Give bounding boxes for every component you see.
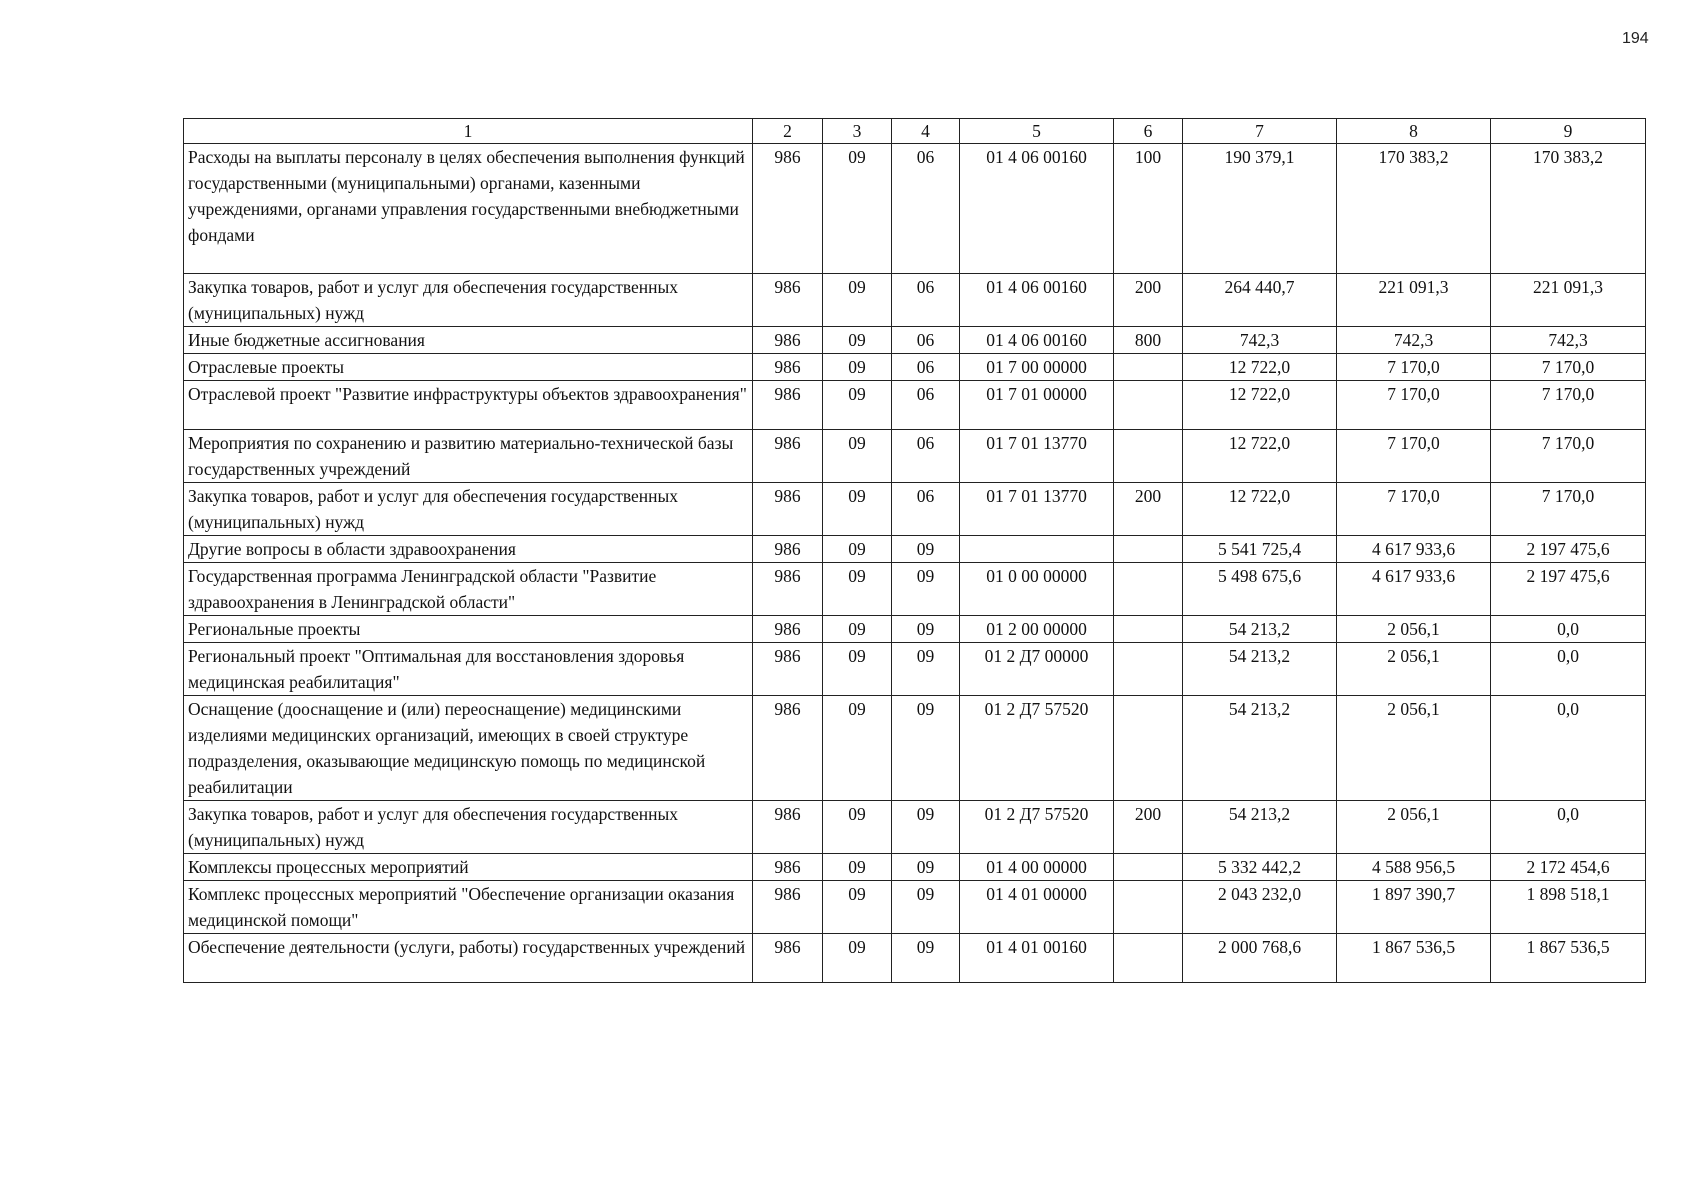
cell-pr: 09 bbox=[892, 881, 960, 934]
cell-rz: 09 bbox=[823, 563, 892, 616]
header-row bbox=[184, 119, 1646, 144]
column-header: 8 bbox=[1337, 119, 1491, 144]
cell-rz: 09 bbox=[823, 643, 892, 696]
cell-csr: 01 2 Д7 57520 bbox=[960, 696, 1114, 801]
cell-pr: 06 bbox=[892, 327, 960, 354]
cell-name: Закупка товаров, работ и услуг для обеспечения государственных (муниципальных) нужд bbox=[184, 483, 753, 536]
cell-vr bbox=[1114, 934, 1183, 983]
cell-gr: 986 bbox=[753, 881, 823, 934]
cell-amount-col8: 170 383,2 bbox=[1337, 144, 1491, 274]
cell-csr: 01 4 00 00000 bbox=[960, 854, 1114, 881]
cell-pr: 09 bbox=[892, 696, 960, 801]
cell-amount-col9: 0,0 bbox=[1491, 696, 1646, 801]
cell-amount-col8: 2 056,1 bbox=[1337, 696, 1491, 801]
cell-name: Мероприятия по сохранению и развитию материально-технической базы государственных учреждений bbox=[184, 430, 753, 483]
cell-name: Региональный проект "Оптимальная для восстановления здоровья медицинская реабилитация" bbox=[184, 643, 753, 696]
cell-rz: 09 bbox=[823, 934, 892, 983]
cell-name: Другие вопросы в области здравоохранения bbox=[184, 536, 753, 563]
cell-name: Комплекс процессных мероприятий "Обеспечение организации оказания медицинской помощи" bbox=[184, 881, 753, 934]
cell-vr: 800 bbox=[1114, 327, 1183, 354]
cell-pr: 09 bbox=[892, 854, 960, 881]
cell-gr: 986 bbox=[753, 430, 823, 483]
table-row bbox=[184, 430, 1646, 483]
cell-rz: 09 bbox=[823, 616, 892, 643]
cell-amount-col7: 54 213,2 bbox=[1183, 801, 1337, 854]
cell-vr bbox=[1114, 381, 1183, 430]
table-row bbox=[184, 643, 1646, 696]
cell-pr: 06 bbox=[892, 144, 960, 274]
table-row bbox=[184, 616, 1646, 643]
cell-gr: 986 bbox=[753, 616, 823, 643]
cell-amount-col8: 4 617 933,6 bbox=[1337, 563, 1491, 616]
cell-pr: 06 bbox=[892, 381, 960, 430]
cell-amount-col8: 4 617 933,6 bbox=[1337, 536, 1491, 563]
table-row bbox=[184, 801, 1646, 854]
cell-amount-col7: 5 332 442,2 bbox=[1183, 854, 1337, 881]
cell-amount-col7: 5 498 675,6 bbox=[1183, 563, 1337, 616]
cell-amount-col8: 1 867 536,5 bbox=[1337, 934, 1491, 983]
cell-amount-col8: 2 056,1 bbox=[1337, 643, 1491, 696]
table-row bbox=[184, 144, 1646, 274]
cell-rz: 09 bbox=[823, 274, 892, 327]
cell-rz: 09 bbox=[823, 483, 892, 536]
cell-vr: 200 bbox=[1114, 801, 1183, 854]
cell-amount-col8: 7 170,0 bbox=[1337, 483, 1491, 536]
cell-amount-col8: 742,3 bbox=[1337, 327, 1491, 354]
cell-csr: 01 7 01 13770 bbox=[960, 483, 1114, 536]
table-row bbox=[184, 563, 1646, 616]
cell-vr bbox=[1114, 854, 1183, 881]
cell-gr: 986 bbox=[753, 144, 823, 274]
cell-pr: 09 bbox=[892, 563, 960, 616]
cell-amount-col7: 742,3 bbox=[1183, 327, 1337, 354]
cell-vr: 100 bbox=[1114, 144, 1183, 274]
cell-rz: 09 bbox=[823, 696, 892, 801]
cell-rz: 09 bbox=[823, 354, 892, 381]
cell-amount-col9: 1 867 536,5 bbox=[1491, 934, 1646, 983]
cell-rz: 09 bbox=[823, 801, 892, 854]
cell-csr: 01 7 01 13770 bbox=[960, 430, 1114, 483]
cell-rz: 09 bbox=[823, 381, 892, 430]
table-row bbox=[184, 696, 1646, 801]
cell-csr: 01 2 Д7 57520 bbox=[960, 801, 1114, 854]
cell-amount-col7: 5 541 725,4 bbox=[1183, 536, 1337, 563]
cell-amount-col7: 264 440,7 bbox=[1183, 274, 1337, 327]
cell-amount-col9: 1 898 518,1 bbox=[1491, 881, 1646, 934]
cell-vr bbox=[1114, 696, 1183, 801]
cell-csr: 01 7 01 00000 bbox=[960, 381, 1114, 430]
cell-pr: 09 bbox=[892, 934, 960, 983]
table-body bbox=[184, 144, 1646, 983]
cell-name: Отраслевые проекты bbox=[184, 354, 753, 381]
cell-amount-col7: 54 213,2 bbox=[1183, 696, 1337, 801]
cell-amount-col9: 742,3 bbox=[1491, 327, 1646, 354]
column-header: 9 bbox=[1491, 119, 1646, 144]
cell-csr: 01 4 06 00160 bbox=[960, 144, 1114, 274]
cell-amount-col9: 0,0 bbox=[1491, 801, 1646, 854]
cell-amount-col8: 7 170,0 bbox=[1337, 430, 1491, 483]
cell-amount-col8: 2 056,1 bbox=[1337, 801, 1491, 854]
table-row bbox=[184, 934, 1646, 983]
cell-pr: 06 bbox=[892, 483, 960, 536]
cell-amount-col9: 0,0 bbox=[1491, 643, 1646, 696]
cell-csr: 01 2 Д7 00000 bbox=[960, 643, 1114, 696]
table-row bbox=[184, 354, 1646, 381]
column-header: 3 bbox=[823, 119, 892, 144]
cell-name: Региональные проекты bbox=[184, 616, 753, 643]
cell-pr: 06 bbox=[892, 354, 960, 381]
cell-name: Закупка товаров, работ и услуг для обеспечения государственных (муниципальных) нужд bbox=[184, 801, 753, 854]
cell-gr: 986 bbox=[753, 563, 823, 616]
cell-rz: 09 bbox=[823, 327, 892, 354]
budget-table bbox=[183, 118, 1646, 983]
cell-pr: 06 bbox=[892, 274, 960, 327]
cell-gr: 986 bbox=[753, 934, 823, 983]
cell-pr: 09 bbox=[892, 643, 960, 696]
column-header: 4 bbox=[892, 119, 960, 144]
cell-amount-col7: 12 722,0 bbox=[1183, 354, 1337, 381]
cell-name: Иные бюджетные ассигнования bbox=[184, 327, 753, 354]
cell-rz: 09 bbox=[823, 536, 892, 563]
cell-pr: 09 bbox=[892, 616, 960, 643]
cell-amount-col8: 1 897 390,7 bbox=[1337, 881, 1491, 934]
cell-name: Отраслевой проект "Развитие инфраструктуры объектов здравоохранения" bbox=[184, 381, 753, 430]
cell-pr: 06 bbox=[892, 430, 960, 483]
cell-gr: 986 bbox=[753, 354, 823, 381]
cell-csr: 01 7 00 00000 bbox=[960, 354, 1114, 381]
cell-vr: 200 bbox=[1114, 483, 1183, 536]
cell-amount-col8: 4 588 956,5 bbox=[1337, 854, 1491, 881]
cell-amount-col9: 0,0 bbox=[1491, 616, 1646, 643]
cell-vr bbox=[1114, 354, 1183, 381]
cell-csr: 01 4 01 00000 bbox=[960, 881, 1114, 934]
column-header: 2 bbox=[753, 119, 823, 144]
table-row bbox=[184, 327, 1646, 354]
cell-amount-col7: 54 213,2 bbox=[1183, 616, 1337, 643]
cell-amount-col9: 7 170,0 bbox=[1491, 483, 1646, 536]
cell-vr: 200 bbox=[1114, 274, 1183, 327]
cell-amount-col8: 7 170,0 bbox=[1337, 381, 1491, 430]
cell-gr: 986 bbox=[753, 801, 823, 854]
cell-name: Комплексы процессных мероприятий bbox=[184, 854, 753, 881]
cell-amount-col8: 2 056,1 bbox=[1337, 616, 1491, 643]
cell-gr: 986 bbox=[753, 854, 823, 881]
cell-csr bbox=[960, 536, 1114, 563]
cell-amount-col9: 170 383,2 bbox=[1491, 144, 1646, 274]
cell-pr: 09 bbox=[892, 801, 960, 854]
cell-name: Оснащение (дооснащение и (или) переоснащение) медицинскими изделиями медицинских организаций, имеющих в своей структуре подразделения, оказывающие медицинскую помощь по медицинской реабилитации bbox=[184, 696, 753, 801]
cell-vr bbox=[1114, 643, 1183, 696]
cell-vr bbox=[1114, 430, 1183, 483]
cell-amount-col7: 12 722,0 bbox=[1183, 381, 1337, 430]
cell-amount-col7: 54 213,2 bbox=[1183, 643, 1337, 696]
cell-csr: 01 2 00 00000 bbox=[960, 616, 1114, 643]
cell-vr bbox=[1114, 563, 1183, 616]
cell-vr bbox=[1114, 881, 1183, 934]
cell-amount-col9: 2 197 475,6 bbox=[1491, 536, 1646, 563]
cell-amount-col7: 12 722,0 bbox=[1183, 483, 1337, 536]
table-row bbox=[184, 274, 1646, 327]
cell-vr bbox=[1114, 616, 1183, 643]
cell-name: Расходы на выплаты персоналу в целях обеспечения выполнения функций государственными (муниципальными) органами, казенными учреждениями, органами управления государственными внебюджетными фондами bbox=[184, 144, 753, 274]
cell-amount-col8: 7 170,0 bbox=[1337, 354, 1491, 381]
cell-rz: 09 bbox=[823, 881, 892, 934]
cell-amount-col9: 7 170,0 bbox=[1491, 381, 1646, 430]
table-row bbox=[184, 854, 1646, 881]
cell-amount-col9: 2 197 475,6 bbox=[1491, 563, 1646, 616]
cell-amount-col8: 221 091,3 bbox=[1337, 274, 1491, 327]
table-row bbox=[184, 381, 1646, 430]
cell-rz: 09 bbox=[823, 430, 892, 483]
cell-csr: 01 4 06 00160 bbox=[960, 327, 1114, 354]
table-row bbox=[184, 881, 1646, 934]
cell-amount-col9: 7 170,0 bbox=[1491, 354, 1646, 381]
cell-gr: 986 bbox=[753, 696, 823, 801]
cell-amount-col7: 2 000 768,6 bbox=[1183, 934, 1337, 983]
cell-gr: 986 bbox=[753, 643, 823, 696]
cell-csr: 01 4 01 00160 bbox=[960, 934, 1114, 983]
cell-amount-col9: 221 091,3 bbox=[1491, 274, 1646, 327]
cell-gr: 986 bbox=[753, 327, 823, 354]
cell-csr: 01 4 06 00160 bbox=[960, 274, 1114, 327]
cell-gr: 986 bbox=[753, 274, 823, 327]
column-header: 6 bbox=[1114, 119, 1183, 144]
cell-csr: 01 0 00 00000 bbox=[960, 563, 1114, 616]
table-row bbox=[184, 483, 1646, 536]
cell-name: Закупка товаров, работ и услуг для обеспечения государственных (муниципальных) нужд bbox=[184, 274, 753, 327]
cell-gr: 986 bbox=[753, 483, 823, 536]
column-header: 7 bbox=[1183, 119, 1337, 144]
cell-amount-col7: 12 722,0 bbox=[1183, 430, 1337, 483]
cell-vr bbox=[1114, 536, 1183, 563]
column-header: 5 bbox=[960, 119, 1114, 144]
cell-rz: 09 bbox=[823, 144, 892, 274]
cell-name: Обеспечение деятельности (услуги, работы) государственных учреждений bbox=[184, 934, 753, 983]
cell-amount-col9: 7 170,0 bbox=[1491, 430, 1646, 483]
table-row bbox=[184, 536, 1646, 563]
cell-rz: 09 bbox=[823, 854, 892, 881]
cell-name: Государственная программа Ленинградской области "Развитие здравоохранения в Ленинградской области" bbox=[184, 563, 753, 616]
cell-gr: 986 bbox=[753, 536, 823, 563]
cell-amount-col7: 2 043 232,0 bbox=[1183, 881, 1337, 934]
cell-pr: 09 bbox=[892, 536, 960, 563]
cell-amount-col7: 190 379,1 bbox=[1183, 144, 1337, 274]
column-header: 1 bbox=[184, 119, 753, 144]
page-number: 194 bbox=[1622, 30, 1649, 47]
cell-amount-col9: 2 172 454,6 bbox=[1491, 854, 1646, 881]
cell-gr: 986 bbox=[753, 381, 823, 430]
